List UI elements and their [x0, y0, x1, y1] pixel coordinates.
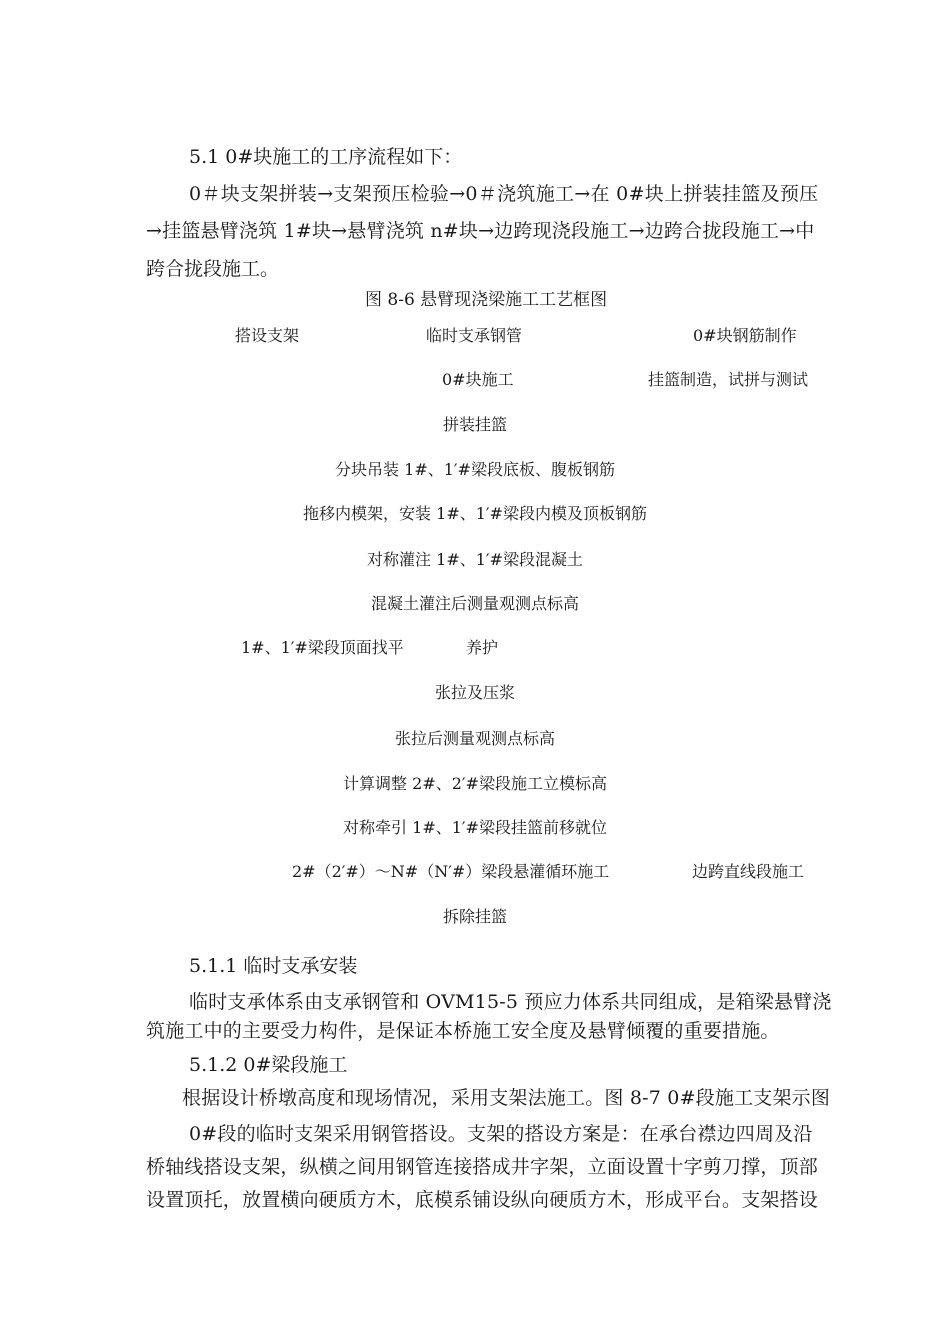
- subsection-512-line-3: 桥轴线搭设支架，纵横之间用钢管连接搭成井字架，立面设置十字剪刀撑，顶部: [146, 1156, 819, 1178]
- flow-step-pour: 对称灌注 1#、1′#梁段混凝土: [367, 550, 583, 569]
- subsection-512-line-4: 设置顶托，放置横向硬质方木，底模系铺设纵向硬质方木，形成平台。支架搭设: [146, 1189, 819, 1211]
- subsection-511-heading: 5.1.1 临时支承安装: [189, 955, 358, 977]
- flow-step-basket-make: 挂篮制造，试拼与测试: [648, 370, 809, 389]
- flow-step-inner-mold: 拖移内模架，安装 1#、1′#梁段内模及顶板钢筋: [303, 504, 647, 523]
- flow-step-tension: 张拉及压浆: [434, 683, 515, 702]
- section-heading: 5.1 0#块施工的工序流程如下：: [189, 146, 463, 168]
- flow-step-assemble-basket: 拼装挂篮: [443, 415, 508, 434]
- flow-step-level-top: 1#、1′#梁段顶面找平: [241, 638, 404, 657]
- figure-caption: 图 8-6 悬臂现浇梁施工工艺框图: [365, 290, 608, 310]
- subsection-512-heading: 5.1.2 0#梁段施工: [189, 1054, 348, 1076]
- flow-step-rebar-0: 0#块钢筋制作: [693, 326, 797, 345]
- intro-line-2: →挂篮悬臂浇筑 1#块→悬臂浇筑 n#块→边跨现浇段施工→边跨合拢段施工→中: [146, 220, 815, 242]
- flow-step-lift: 分块吊装 1#、1′#梁段底板、腹板钢筋: [335, 460, 615, 479]
- subsection-511-line-1: 临时支承体系由支承钢管和 OVM15-5 预应力体系共同组成，是箱梁悬臂浇: [189, 991, 832, 1013]
- flow-step-measure-after-tension: 张拉后测量观测点标高: [394, 729, 555, 748]
- flow-step-measure-after-pour: 混凝土灌注后测量观测点标高: [370, 594, 579, 613]
- flow-step-cycle: 2#（2′#）～N#（N′#）梁段悬灌循环施工: [292, 862, 610, 881]
- flow-step-block0: 0#块施工: [442, 370, 514, 389]
- subsection-512-line-2: 0#段的临时支架采用钢管搭设。支架的搭设方案是：在承台襟边四周及沿: [189, 1123, 813, 1145]
- flow-step-move-basket: 对称牵引 1#、1′#梁段挂篮前移就位: [343, 818, 607, 837]
- flow-step-temp-pipe: 临时支承钢管: [426, 326, 523, 345]
- subsection-511-line-2: 筑施工中的主要受力构件，是保证本桥施工安全度及悬臂倾覆的重要措施。: [146, 1020, 780, 1042]
- flow-step-cure: 养护: [466, 638, 499, 657]
- flow-step-remove-basket: 拆除挂篮: [442, 907, 507, 926]
- subsection-512-line-1: 根据设计桥墩高度和现场情况，采用支架法施工。图 8-7 0#段施工支架示图: [182, 1087, 831, 1109]
- intro-line-1: 0＃块支架拼装→支架预压检验→0＃浇筑施工→在 0#块上拼装挂篮及预压: [189, 183, 819, 205]
- intro-line-3: 跨合拢段施工。: [146, 258, 280, 280]
- flow-step-side-span: 边跨直线段施工: [692, 862, 805, 881]
- flow-step-support: 搭设支架: [235, 326, 300, 345]
- flow-step-adjust: 计算调整 2#、2′#梁段施工立模标高: [343, 774, 607, 793]
